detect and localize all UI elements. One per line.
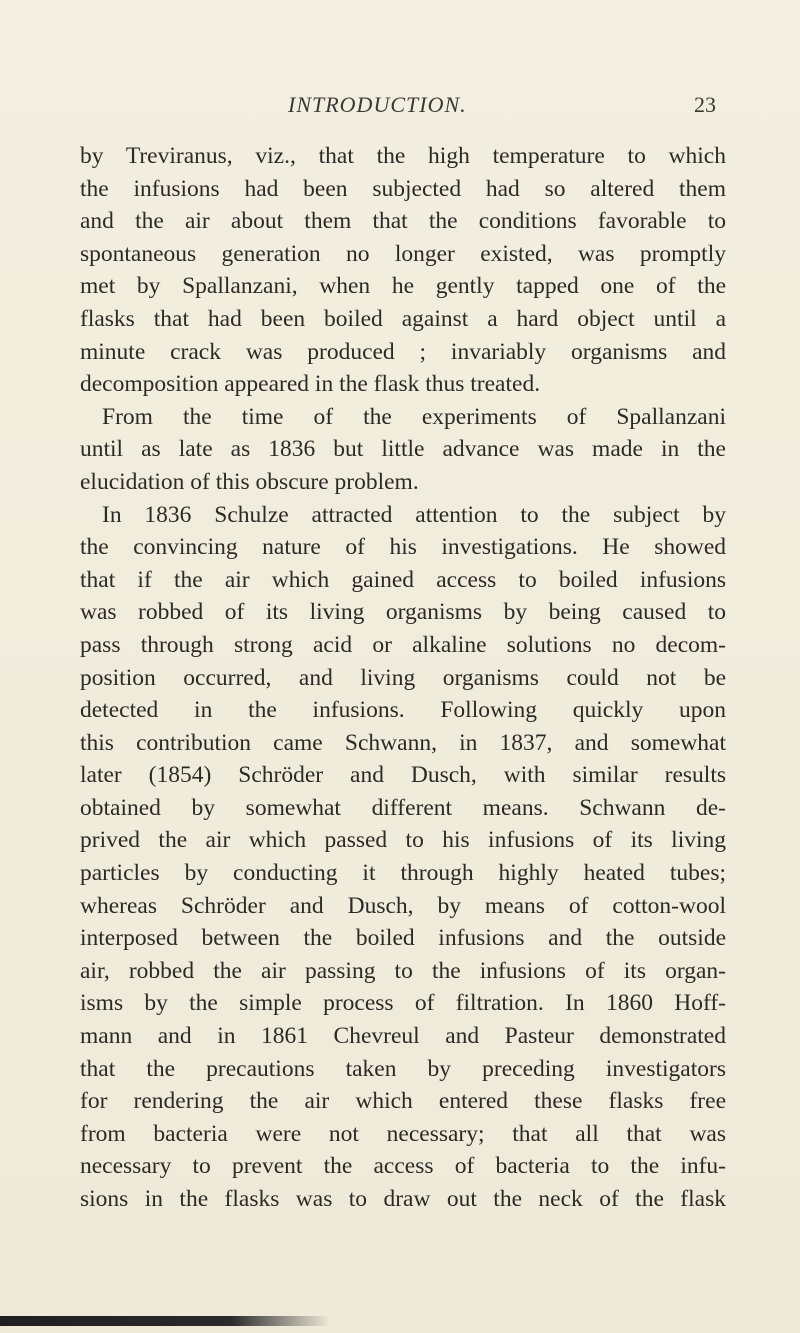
text-line: minute crack was produced ; invariably organisms and	[80, 338, 726, 365]
body-text	[80, 140, 726, 1216]
text-line: particles by conducting it through highly heated tubes;	[80, 860, 726, 887]
text-line: isms by the simple process of filtration. In 1860 Hoff-	[80, 990, 726, 1017]
text-line: pass through strong acid or alkaline solutions no decom-	[80, 631, 726, 658]
text-line: was robbed of its living organisms by being caused to	[80, 599, 726, 626]
text-line: mann and in 1861 Chevreul and Pasteur demonstrated	[80, 1023, 726, 1050]
text-line: the convincing nature of his investigations. He showed	[80, 534, 726, 561]
text-line: and the air about them that the conditions favorable to	[80, 208, 726, 235]
text-line: air, robbed the air passing to the infusions of its organ-	[80, 957, 726, 984]
text-line: interposed between the boiled infusions and the outside	[80, 925, 726, 952]
text-line: position occurred, and living organisms could not be	[80, 664, 726, 691]
text-line: for rendering the air which entered these flasks free	[80, 1088, 726, 1115]
text-line: obtained by somewhat different means. Schwann de-	[80, 794, 726, 821]
page-header	[92, 92, 716, 126]
text-line: the infusions had been subjected had so altered them	[80, 175, 726, 202]
scan-edge-shadow	[0, 1316, 330, 1326]
text-line: prived the air which passed to his infusions of its living	[80, 827, 726, 854]
text-line: In 1836 Schulze attracted attention to the subject by	[102, 501, 726, 528]
text-line: that if the air which gained access to boiled infusions	[80, 566, 726, 593]
text-line: elucidation of this obscure problem.	[80, 468, 419, 495]
text-line: From the time of the experiments of Spallanzani	[102, 403, 726, 430]
text-line: that the precautions taken by preceding investigators	[80, 1055, 726, 1082]
text-line: from bacteria were not necessary; that all that was	[80, 1120, 726, 1147]
text-line: spontaneous generation no longer existed, was promptly	[80, 240, 726, 267]
text-line: necessary to prevent the access of bacteria to the infu-	[80, 1153, 726, 1180]
text-line: met by Spallanzani, when he gently tapped one of the	[80, 273, 726, 300]
text-line: later (1854) Schröder and Dusch, with similar results	[80, 762, 726, 789]
text-line: whereas Schröder and Dusch, by means of cotton-wool	[80, 892, 726, 919]
page-number: 23	[694, 92, 716, 117]
text-line: this contribution came Schwann, in 1837, and somewhat	[80, 729, 726, 756]
text-line: flasks that had been boiled against a hard object until a	[80, 305, 726, 332]
running-head: INTRODUCTION.	[288, 92, 467, 117]
text-line: by Treviranus, viz., that the high temperature to which	[80, 143, 726, 169]
text-line: detected in the infusions. Following quickly upon	[80, 697, 726, 724]
text-line: sions in the flasks was to draw out the neck of the flask	[80, 1186, 726, 1212]
text-line: until as late as 1836 but little advance was made in the	[80, 436, 726, 463]
text-line: decomposition appeared in the flask thus treated.	[80, 371, 541, 398]
